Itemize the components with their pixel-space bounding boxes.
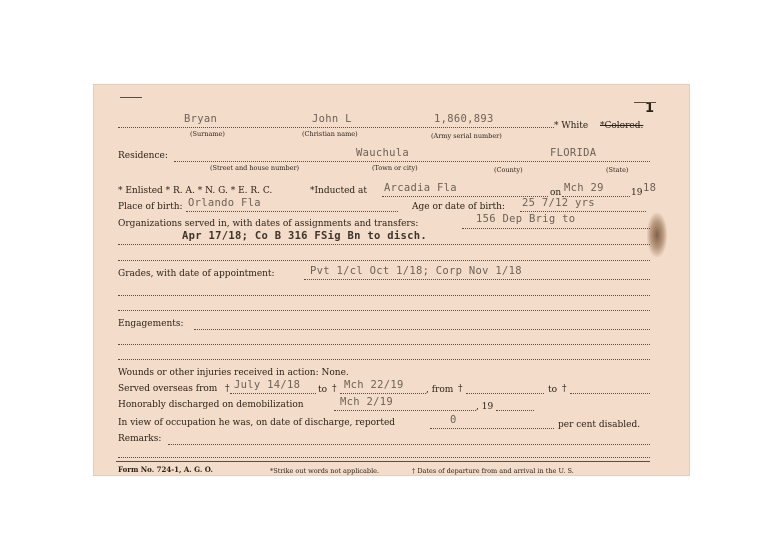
disabled-percent-line <box>430 428 554 429</box>
grades-label: Grades, with date of appointment: <box>118 269 275 279</box>
ink-stain <box>647 213 667 257</box>
inducted-century: 19 <box>631 188 643 198</box>
age-value: 25 7/12 yrs <box>522 197 595 209</box>
on-label: on <box>550 188 562 198</box>
remarks-label: Remarks: <box>118 434 162 444</box>
overseas-label: Served overseas from <box>118 384 218 394</box>
surname-value: Bryan <box>184 113 218 125</box>
grades-line-2 <box>118 295 650 296</box>
birthplace-label: Place of birth: <box>118 202 183 212</box>
discharged-year-line <box>496 410 534 411</box>
overseas-dagger-2: † <box>332 384 337 394</box>
grades-line-3 <box>118 310 650 311</box>
organizations-line-2 <box>118 244 650 245</box>
disabled-percent-value: 0 <box>450 414 457 426</box>
street-caption: (Street and house number) <box>210 164 300 172</box>
inducted-date-value: Mch 29 <box>564 182 604 194</box>
county-caption: (County) <box>494 166 523 174</box>
card-number-rule <box>634 102 656 103</box>
christian-name-value: John L <box>312 113 352 125</box>
grades-value: Pvt 1/cl Oct 1/18; Corp Nov 1/18 <box>310 265 522 277</box>
residence-label: Residence: <box>118 151 168 161</box>
service-record-card <box>93 84 690 476</box>
footnote-dates: † Dates of departure from and arrival in the U. S. <box>412 467 574 475</box>
overseas-dagger-4: † <box>562 384 567 394</box>
discharged-label: Honorably discharged on demobilization <box>118 400 304 410</box>
town-caption: (Town or city) <box>372 164 418 172</box>
age-label: Age or date of birth: <box>412 202 505 212</box>
surname-caption: (Surname) <box>190 130 225 138</box>
overseas-from2-line <box>466 393 544 394</box>
race-white-label: * White <box>554 121 589 131</box>
enlisted-label: * Enlisted * R. A. * N. G. * E. R. C. <box>118 186 273 196</box>
engagements-label: Engagements: <box>118 319 184 329</box>
overseas-from-line <box>230 393 316 394</box>
overseas-to-line <box>340 393 426 394</box>
engagements-line-1 <box>194 329 650 330</box>
discharged-date-line <box>334 410 476 411</box>
organizations-line-3 <box>118 260 650 261</box>
overseas-dagger-3: † <box>458 384 463 394</box>
top-rule <box>120 97 142 98</box>
overseas-to2-label: to <box>548 385 558 395</box>
organizations-line-1 <box>462 228 650 229</box>
remarks-line-2 <box>118 457 650 458</box>
inducted-at-value: Arcadia Fla <box>384 182 457 194</box>
disabled-label: per cent disabled. <box>558 420 641 430</box>
organizations-value-1: 156 Dep Brig to <box>476 213 576 225</box>
birthplace-line <box>186 211 398 212</box>
state-caption: (State) <box>606 166 629 174</box>
engagements-line-3 <box>118 359 650 360</box>
inducted-year-value: 18 <box>643 182 657 194</box>
birthplace-value: Orlando Fla <box>188 197 261 209</box>
christian-name-caption: (Christian name) <box>302 130 358 138</box>
race-colored-label: *Colored. <box>600 121 644 131</box>
residence-state-value: FLORIDA <box>550 147 597 159</box>
overseas-to-label: to <box>318 385 328 395</box>
occupation-label: In view of occupation he was, on date of discharge, reported <box>118 418 396 428</box>
residence-town-value: Wauchula <box>356 147 409 159</box>
remarks-line-1 <box>168 444 650 445</box>
overseas-from-value: July 14/18 <box>234 379 301 391</box>
discharged-date-value: Mch 2/19 <box>340 396 393 408</box>
serial-number-value: 1,860,893 <box>434 113 494 125</box>
card-number: 1 <box>645 101 655 116</box>
grades-line-1 <box>304 279 650 280</box>
engagements-line-2 <box>118 344 650 345</box>
organizations-label: Organizations served in, with dates of assignments and transfers: <box>118 219 419 229</box>
footer-rule <box>116 461 650 462</box>
overseas-from2-label: , from <box>426 385 454 395</box>
discharged-century: , 19 <box>476 402 494 412</box>
overseas-to-value: Mch 22/19 <box>344 379 404 391</box>
name-line <box>118 127 554 128</box>
age-line <box>520 211 646 212</box>
residence-line <box>174 161 650 162</box>
footnote-strike: *Strike out words not applicable. <box>270 467 380 475</box>
overseas-dagger-1: † <box>225 384 230 394</box>
inducted-label: *Inducted at <box>310 186 367 196</box>
wounds-label: Wounds or other injuries received in action: None. <box>118 368 349 378</box>
form-number: Form No. 724-1, A. G. O. <box>118 465 213 474</box>
overseas-to2-line <box>570 393 650 394</box>
organizations-value-2: Apr 17/18; Co B 316 FSig Bn to disch. <box>182 230 427 242</box>
serial-number-caption: (Army serial number) <box>431 132 502 140</box>
